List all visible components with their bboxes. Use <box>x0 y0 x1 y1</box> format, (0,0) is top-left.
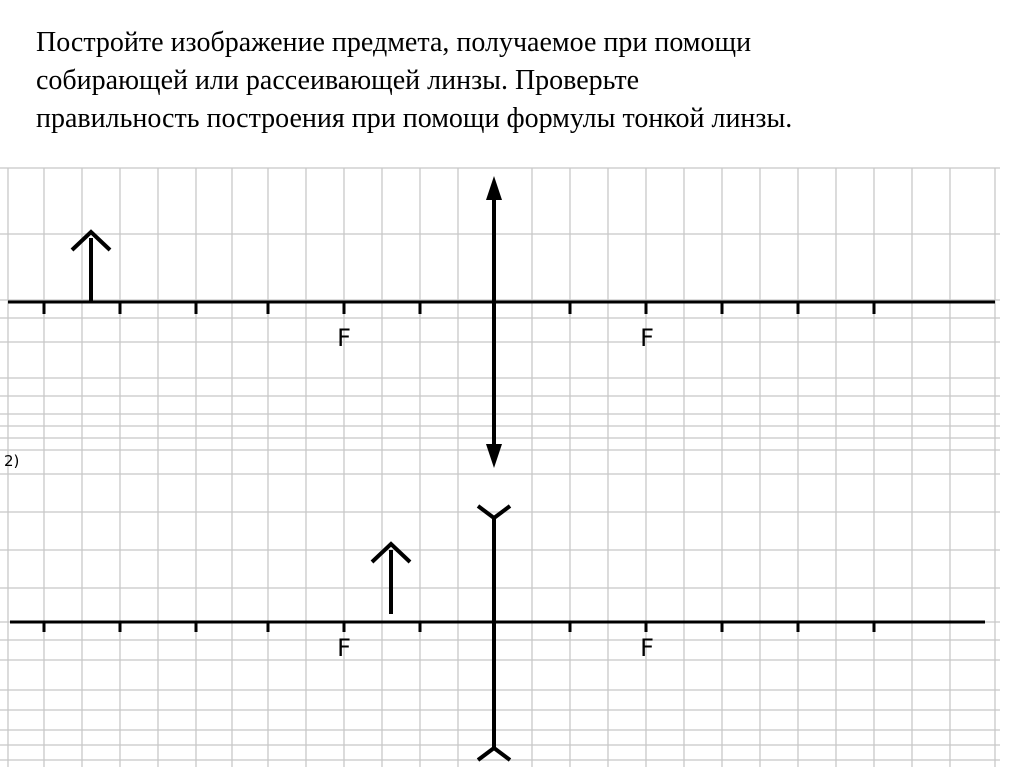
focus-left-label-2: F <box>337 634 351 662</box>
converging-lens <box>486 176 502 468</box>
diagram-diverging <box>10 506 985 760</box>
focus-right-label-2: F <box>640 634 654 662</box>
object-arrow-1 <box>72 232 110 302</box>
task-line-1: Постройте изображение предмета, получаемое при помощи <box>36 27 752 58</box>
problem-2-label: 2) <box>4 452 20 470</box>
object-arrow-2 <box>372 544 410 614</box>
task-line-3: правильность построения при помощи формулы тонкой линзы. <box>36 103 793 134</box>
diagram-converging <box>8 176 995 468</box>
grid <box>0 168 1000 767</box>
task-line-2: собирающей или рассеивающей линзы. Проверьте <box>36 65 640 96</box>
focus-left-label-1: F <box>337 324 351 352</box>
focus-right-label-1: F <box>640 324 654 352</box>
axis-ticks-1 <box>44 302 874 314</box>
diverging-lens <box>478 506 510 760</box>
